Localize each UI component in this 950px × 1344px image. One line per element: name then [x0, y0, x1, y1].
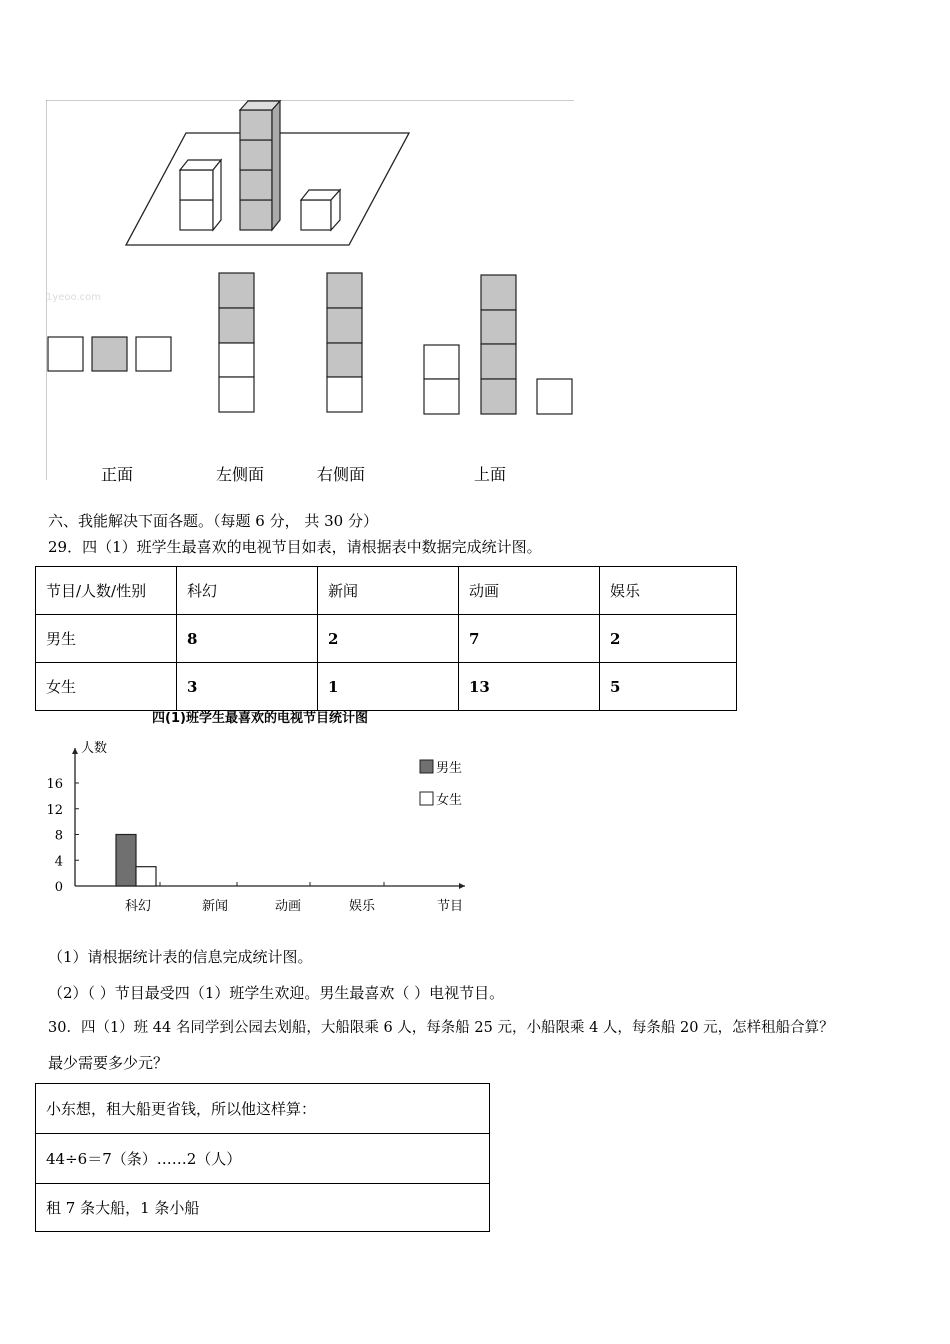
table-cell: 5: [600, 663, 737, 711]
table-header-cell: 科幻: [177, 567, 318, 615]
solution-line: 44÷6＝7（条）……2（人）: [36, 1134, 490, 1184]
y-tick-label: 8: [54, 828, 63, 844]
x-tick-label: 科幻: [124, 899, 152, 914]
left-view-label: 左侧面: [216, 465, 265, 484]
table-cell: 男生: [36, 615, 177, 663]
legend-swatch: [420, 760, 433, 773]
right-side-view: [327, 273, 362, 412]
chart-plot-area: [46, 740, 465, 914]
watermark: 1yeoo.com: [46, 292, 102, 303]
legend-label: 男生: [436, 761, 463, 776]
cube-single-right: [301, 190, 340, 230]
table-cell: 2: [318, 615, 459, 663]
section-heading: 六、我能解决下面各题。（每题 6 分， 共 30 分）: [48, 512, 378, 530]
table-row: [36, 1184, 490, 1232]
table-cell: 13: [459, 663, 600, 711]
top-view-label: 上面: [474, 465, 507, 484]
q30-prompt-line2: 最少需要多少元？: [48, 1054, 169, 1072]
left-side-view: [219, 273, 254, 412]
q30-solution-box: [35, 1083, 490, 1232]
three-view-figure: [46, 100, 574, 484]
x-tick-label: 动画: [274, 899, 302, 914]
table-cell: 2: [600, 615, 737, 663]
q29-sub1: （1）请根据统计表的信息完成统计图。: [48, 948, 313, 966]
y-tick-label: 16: [46, 777, 63, 792]
table-cell: 7: [459, 615, 600, 663]
q29-data-table: [35, 566, 737, 711]
top-view: [424, 275, 572, 414]
table-header-cell: 动画: [459, 567, 600, 615]
table-row: [36, 1084, 490, 1134]
q29-prompt: 29．四（1）班学生最喜欢的电视节目如表，请根据表中数据完成统计图。: [48, 538, 542, 556]
x-axis-label: 节目: [437, 899, 464, 914]
bar-girls: [136, 867, 156, 886]
front-view: [48, 337, 171, 371]
solution-line: 小东想，租大船更省钱，所以他这样算：: [36, 1084, 490, 1134]
y-axis-arrow: [72, 748, 78, 754]
chart-title: 四(1)班学生最喜欢的电视节目统计图: [152, 711, 368, 726]
table-row: [36, 663, 737, 711]
y-tick-label: 0: [54, 880, 63, 895]
q30-prompt-line1: 30．四（1）班 44 名同学到公园去划船，大船限乘 6 人，每条船 25 元，小船限乘 4 人，每条船 20 元，怎样租船合算？: [48, 1020, 834, 1036]
front-view-label: 正面: [101, 465, 134, 484]
x-tick-label: 娱乐: [348, 899, 376, 914]
table-row: [36, 615, 737, 663]
table-header-cell: 节目/人数/性别: [36, 567, 177, 615]
solution-line: 租 7 条大船，1 条小船: [36, 1184, 490, 1232]
q29-sub2: （2）（ ）节目最受四（1）班学生欢迎。男生最喜欢（ ）电视节目。: [48, 984, 505, 1002]
cube-stack-center: [240, 101, 280, 230]
table-cell: 8: [177, 615, 318, 663]
table-cell: 1: [318, 663, 459, 711]
y-tick-label: 12: [46, 802, 63, 818]
cube-stack-left: [180, 160, 221, 230]
table-cell: 女生: [36, 663, 177, 711]
right-view-label: 右侧面: [317, 465, 366, 484]
legend-label: 女生: [436, 793, 463, 808]
table-header-row: [36, 567, 737, 615]
y-tick-label: 4: [54, 854, 63, 870]
table-header-cell: 娱乐: [600, 567, 737, 615]
table-row: [36, 1134, 490, 1184]
cube-figure-svg: [46, 100, 574, 480]
x-axis-arrow: [459, 883, 465, 889]
legend-swatch: [420, 792, 433, 805]
bar-boys: [116, 835, 136, 887]
table-cell: 3: [177, 663, 318, 711]
y-axis-label: 人数: [81, 741, 108, 756]
table-header-cell: 新闻: [318, 567, 459, 615]
x-tick-label: 新闻: [201, 899, 229, 914]
bar-chart: [40, 708, 480, 928]
